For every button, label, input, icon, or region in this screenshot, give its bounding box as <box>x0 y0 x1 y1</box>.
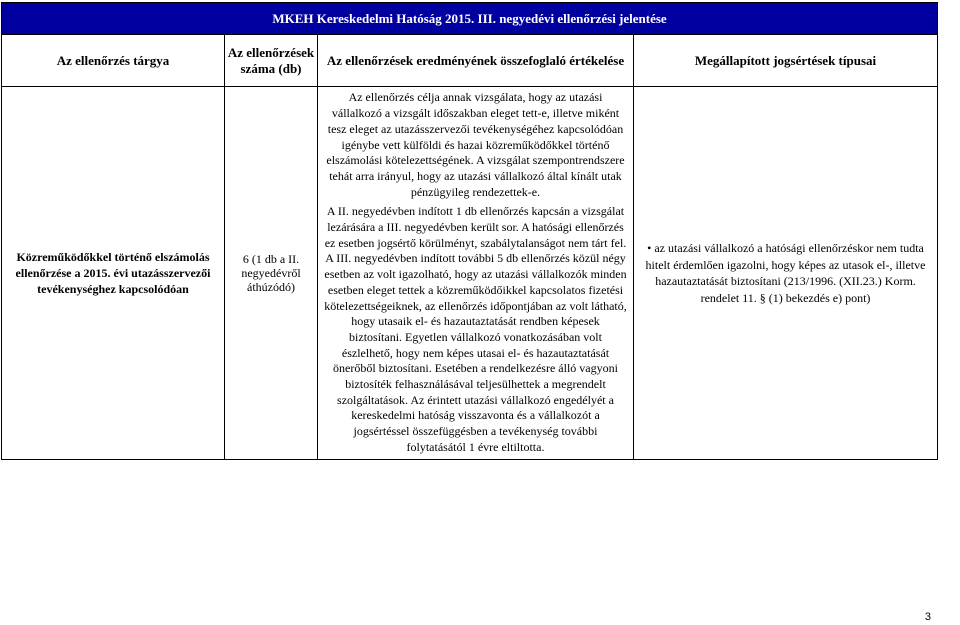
row-violations <box>634 87 938 460</box>
table-row <box>2 87 938 460</box>
report-title: MKEH Kereskedelmi Hatóság 2015. III. negyedévi ellenőrzési jelentése <box>2 3 938 35</box>
header-count <box>225 35 318 87</box>
header-subject: Az ellenőrzés tárgya <box>2 35 225 87</box>
report-table <box>1 2 938 460</box>
page-number: 3 <box>924 611 931 623</box>
violation-text: az utazási vállalkozó a hatósági ellenőrzéskor nem tudta hitelt érdemlően igazolni, hogy képes az utasok el-, illetve hazautaztatását biztosítani (213/1996. (XII.23.) Korm. rendelet 11. § (1) bekezdés e) pont) <box>645 241 926 305</box>
bullet-icon: • <box>647 241 652 255</box>
header-violations: Megállapított jogsértések típusai <box>634 35 938 87</box>
header-count-line1: Az ellenőrzések <box>227 44 315 60</box>
header-summary: Az ellenőrzések eredményének összefoglaló értékelése <box>318 35 634 87</box>
row-summary <box>318 87 634 460</box>
summary-paragraph-1: Az ellenőrzés célja annak vizsgálata, hogy az utazási vállalkozó a vizsgált időszakban eleget tett-e, illetve miként tesz eleget az utazásszervezői tevékenységéhez kapcsolódóan igénybe vett külföldi és hazai közreműködőkkel történő elszámolási kötelezettségének. A vizsgálat szempontrendszere tehát arra irányul, hogy az utazási vállalkozó által kínált utak pénzügyileg rendezettek-e. <box>326 90 625 199</box>
summary-paragraph-2: A II. negyedévben indított 1 db ellenőrzés kapcsán a vizsgálat lezárására a III. negyedévben került sor. A hatósági ellenőrzés ez esetben jogsértő körülményt, szabálytalanságot nem tárt fel. A III. negyedévben indított további 5 db ellenőrzés közül négy esetben az volt igazolható, hogy az utazási vállalkozók minden esetben eleget tettek a közreműködőikkel kapcsolatos fizetési kötelezettségeiknek, az ellenőrzés időpontjában az volt látható, hogy utasaik el- és hazautaztatását rendben képesek biztosítani. Egyetlen vállalkozó vonatkozásában volt észlelhető, hogy nem képes utasai el- és hazautaztatását önerőből biztosítani. Esetében a rendelkezésre álló vagyoni biztosíték felhasználásával teljesülhettek a megrendelt szolgáltatások. Az érintett utazási vállalkozó engedélyét a kereskedelmi hatóság visszavonta és a vállalkozót a jogsértéssel összefüggésben a tevékenység további folytatásától 1 évre eltiltotta. <box>324 204 627 454</box>
row-subject: Közreműködőkkel történő elszámolás ellenőrzése a 2015. évi utazásszervezői tevékenységhez kapcsolódóan <box>2 87 225 460</box>
row-count: 6 (1 db a II. negyedévről áthúzódó) <box>225 87 318 460</box>
header-count-line2: száma (db) <box>240 60 302 76</box>
